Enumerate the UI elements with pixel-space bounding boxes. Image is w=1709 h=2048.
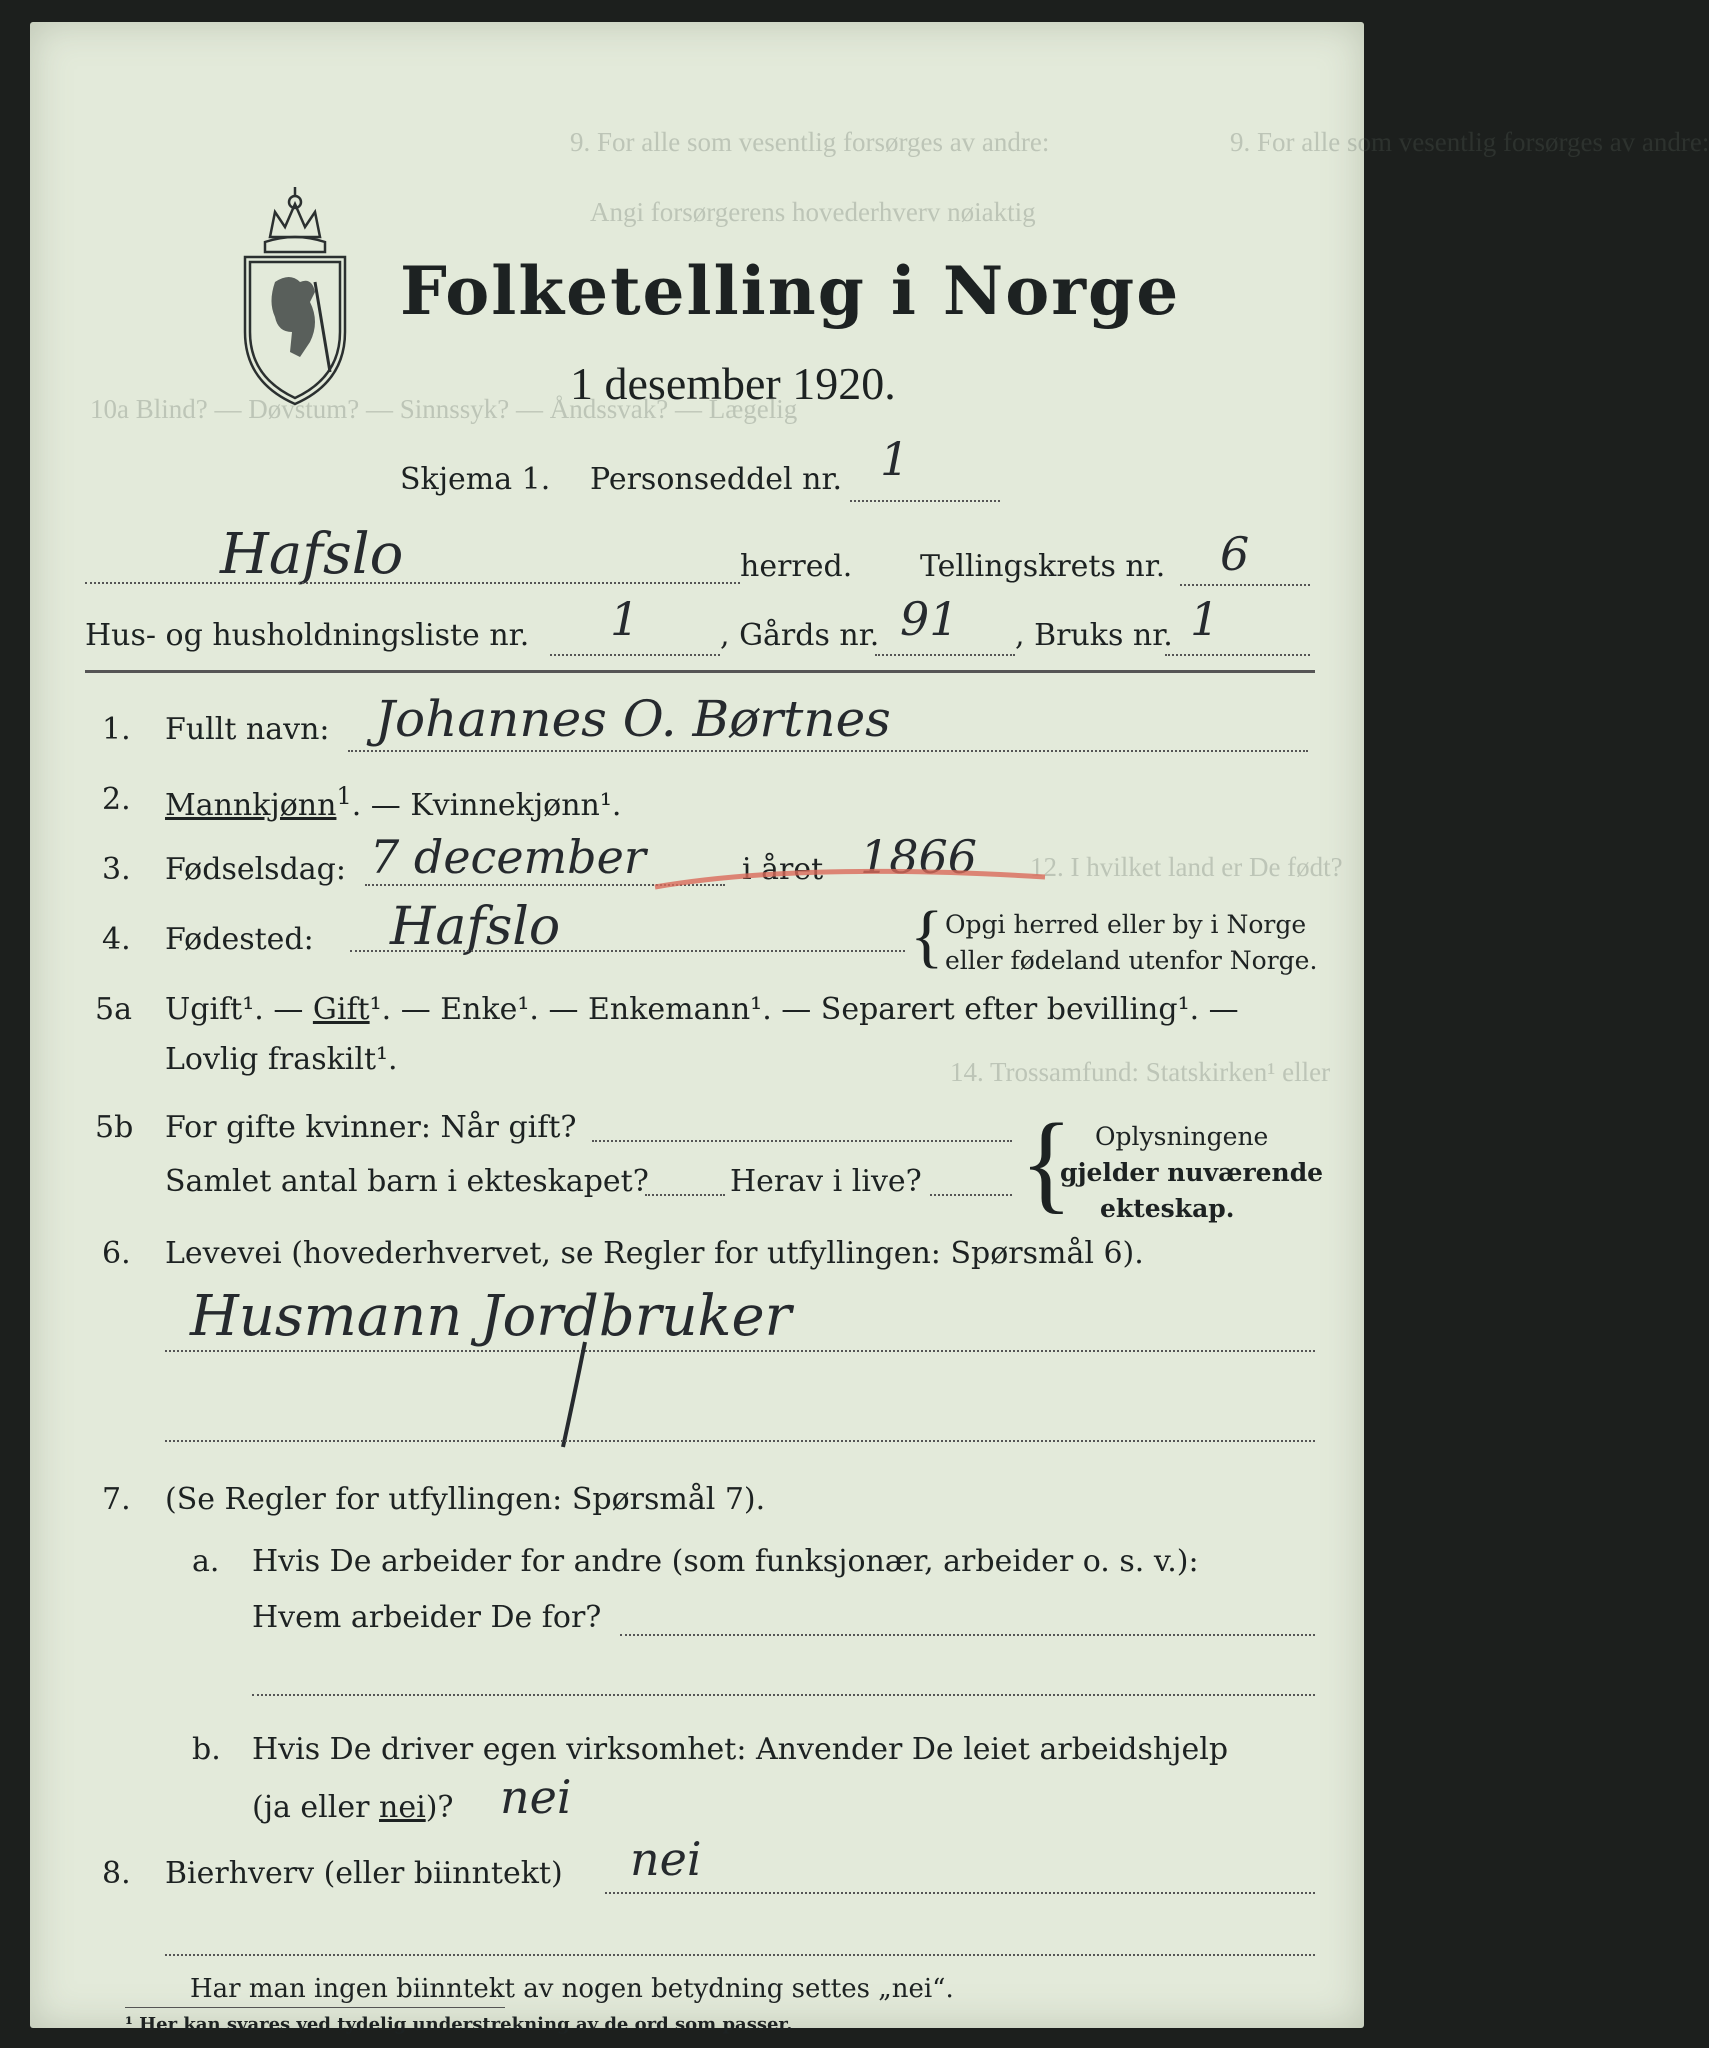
q2-rest: . — Kvinnekjønn¹. <box>351 788 622 823</box>
q6-occupation-value: Husmann Jordbruker <box>190 1284 792 1349</box>
gards-value: 91 <box>900 592 959 646</box>
herred-line <box>85 582 740 584</box>
q5b-children-line <box>645 1194 725 1196</box>
q7-label: (Se Regler for utfyllingen: Spørsmål 7). <box>165 1482 766 1517</box>
herred-value: Hafslo <box>220 522 404 587</box>
q4-brace: { <box>910 898 944 975</box>
ghost-text-q9: 9. For alle som vesentlig forsørges av andre: <box>1230 127 1709 157</box>
q3-number: 3. <box>102 852 131 887</box>
q3-year-value: 1866 <box>860 830 978 884</box>
q5b-number: 5b <box>95 1110 134 1145</box>
q7b-line2-prefix: (ja eller <box>252 1790 380 1825</box>
q4-note-line1: Opgi herred eller by i Norge <box>945 910 1307 939</box>
q5a-number: 5a <box>95 992 132 1027</box>
q5b-note-line3: ekteskap. <box>1100 1194 1235 1223</box>
q5a-options <box>165 992 1239 1027</box>
form-title: Folketelling i Norge <box>400 252 1181 330</box>
ghost-text-q14: 14. Trossamfund: Statskirken¹ eller <box>950 1057 1331 1087</box>
q4-birthplace-value: Hafslo <box>390 897 561 957</box>
footnote: ¹ Her kan svares ved tydelig understrekning av de ord som passer. <box>125 2014 793 2035</box>
gards-label: , Gårds nr. <box>720 618 880 653</box>
census-date: 1 desember 1920. <box>570 358 896 409</box>
q4-note-line2: eller fødeland utenfor Norge. <box>945 946 1318 975</box>
q5a-line2: Lovlig fraskilt¹. <box>165 1042 398 1077</box>
q1-label: Fullt navn: <box>165 712 330 747</box>
q5a-unmarried: Ugift¹. — <box>165 992 313 1027</box>
q3-label: Fødselsdag: <box>165 852 346 887</box>
q7b-answer-value: nei <box>500 1770 572 1824</box>
header-divider <box>85 670 1315 673</box>
q8-answer-value: nei <box>630 1832 702 1886</box>
q5b-line1: For gifte kvinner: Når gift? <box>165 1110 577 1145</box>
gards-line <box>875 654 1015 656</box>
husliste-label: Hus- og husholdningsliste nr. <box>85 618 530 653</box>
bruks-line <box>1165 654 1310 656</box>
q1-line <box>348 750 1308 752</box>
herred-label: herred. <box>740 549 853 584</box>
q5b-married-line <box>592 1140 1012 1142</box>
q6-line1 <box>165 1350 1315 1352</box>
q8-line-extra <box>165 1954 1315 1956</box>
q3-year-label: i året <box>742 852 824 887</box>
q5b-alive-label: Herav i live? <box>730 1164 922 1199</box>
q7b-line2 <box>252 1790 453 1825</box>
q4-label: Fødested: <box>165 922 314 957</box>
q5b-note-line1: Oplysningene <box>1095 1122 1269 1151</box>
schema-label: Skjema 1. <box>400 462 551 497</box>
ghost-text-q9b: 9. For alle som vesentlig forsørges av andre: <box>570 127 1050 157</box>
q7a-line1: Hvis De arbeider for andre (som funksjonær, arbeider o. s. v.): <box>252 1544 1199 1579</box>
q5b-children-label: Samlet antal barn i ekteskapet? <box>165 1164 649 1199</box>
norwegian-coat-of-arms-icon <box>230 182 360 412</box>
q1-full-name-value: Johannes O. Børtnes <box>375 690 891 748</box>
q8-number: 8. <box>102 1856 131 1891</box>
footnote-divider <box>125 2007 505 2008</box>
tellingskrets-label: Tellingskrets nr. <box>920 549 1166 584</box>
q7b-line1: Hvis De driver egen virksomhet: Anvender De leiet arbeidshjelp <box>252 1732 1229 1767</box>
q7-number: 7. <box>102 1482 131 1517</box>
q5b-alive-line <box>930 1194 1012 1196</box>
q2-options <box>165 782 621 823</box>
q2-number: 2. <box>102 782 131 817</box>
personseddel-value: 1 <box>880 432 910 486</box>
q6-number: 6. <box>102 1236 131 1271</box>
q5a-rest: ¹. — Enke¹. — Enkemann¹. — Separert efter bevilling¹. — <box>369 992 1239 1027</box>
husliste-value: 1 <box>610 592 640 646</box>
bruks-value: 1 <box>1190 592 1220 646</box>
q5b-brace: { <box>1020 1101 1073 1223</box>
tellingskrets-value: 6 <box>1220 527 1250 581</box>
tellingskrets-line <box>1180 584 1310 586</box>
q4-number: 4. <box>102 922 131 957</box>
ghost-text-q12: 12. I hvilket land er De født? <box>1030 852 1343 882</box>
q3-birthdate-value: 7 december <box>370 830 646 884</box>
q7b-letter: b. <box>192 1732 221 1767</box>
q5a-married-option: Gift <box>312 992 370 1027</box>
q6-line2 <box>165 1440 1315 1442</box>
q7a-line2: Hvem arbeider De for? <box>252 1600 602 1635</box>
personseddel-line <box>850 500 1000 502</box>
ghost-text-q9-line2: Angi forsørgerens hovederhverv nøiaktig <box>590 197 1036 227</box>
red-pencil-mark <box>650 857 1050 897</box>
q8-label: Bierhverv (eller biinntekt) <box>165 1856 563 1891</box>
bruks-label: , Bruks nr. <box>1015 618 1173 653</box>
q5b-note-line2: gjelder nuværende <box>1060 1158 1324 1187</box>
q2-footnote-mark: 1 <box>336 782 352 810</box>
q8-line <box>605 1892 1315 1894</box>
q8-note: Har man ingen biinntekt av nogen betydning settes „nei“. <box>190 1974 954 2004</box>
q7a-line <box>620 1634 1315 1636</box>
q1-number: 1. <box>102 712 131 747</box>
q2-male-option: Mannkjønn <box>165 788 337 823</box>
handwriting-stroke <box>555 1342 595 1452</box>
q7b-line2-suffix: )? <box>425 1790 454 1825</box>
q4-line <box>350 950 905 952</box>
ghost-text-q10a: 10a Blind? — Døvstum? — Sinnssyk? — Åndssvak? — Lægelig <box>90 394 798 424</box>
husliste-line <box>550 654 720 656</box>
q7b-no-option: nei <box>379 1790 426 1825</box>
q7a-line-extra <box>252 1694 1315 1696</box>
census-form-page <box>30 22 1709 2035</box>
personseddel-label: Personseddel nr. <box>590 462 843 497</box>
q6-label: Levevei (hovederhvervet, se Regler for utfyllingen: Spørsmål 6). <box>165 1236 1144 1271</box>
q7a-letter: a. <box>192 1544 220 1579</box>
